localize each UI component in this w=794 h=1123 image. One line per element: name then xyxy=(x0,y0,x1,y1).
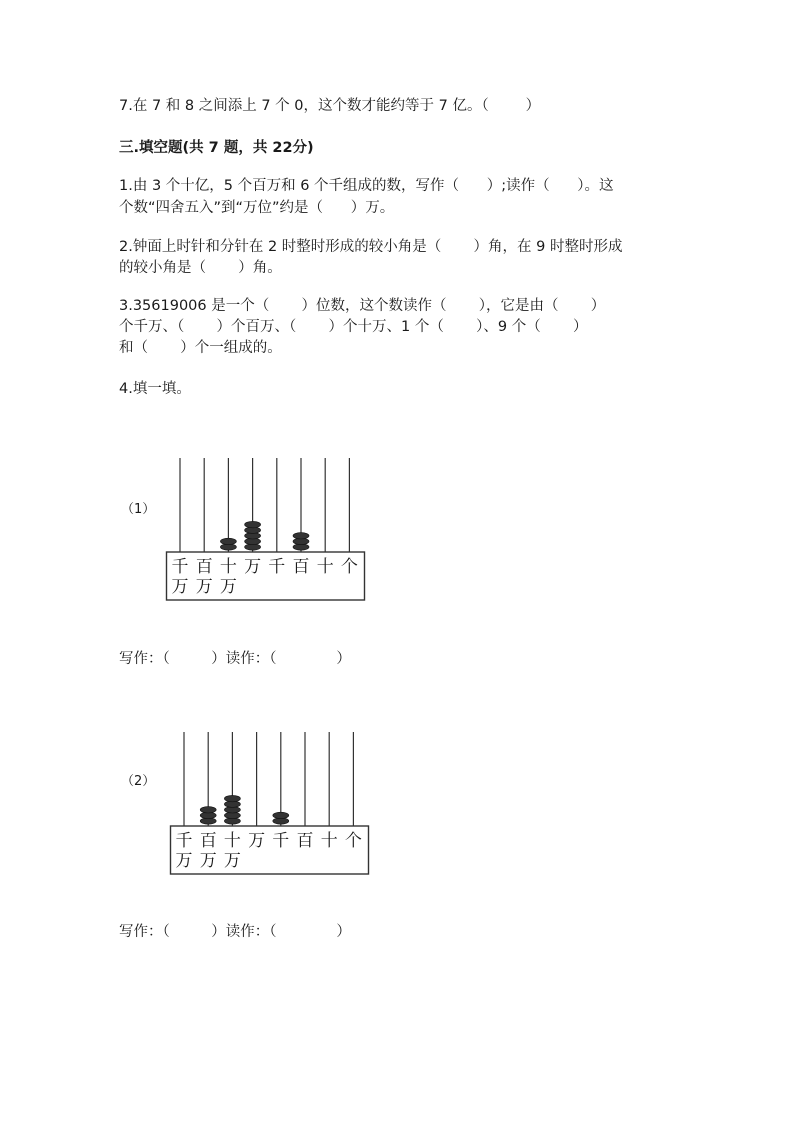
abacus-1-unit-label: 万 xyxy=(195,577,213,597)
abacus-2-drawing xyxy=(170,730,370,876)
abacus-2-unit-label: 万 xyxy=(223,851,241,871)
abacus-1-bead xyxy=(220,538,236,544)
question-3-line-3: 和（ ）个一组成的。 xyxy=(119,340,282,356)
question-2-line-2: 的较小角是（ ）角。 xyxy=(119,260,282,276)
question-3-line-1: 3.35619006 是一个（ ）位数，这个数读作（ ），它是由（ ） xyxy=(119,298,606,314)
question-2-line-1: 2.钟面上时针和分针在 2 时整时形成的较小角是（ ）角，在 9 时整时形成 xyxy=(119,239,623,255)
abacus-2-bead xyxy=(200,807,216,813)
abacus-1-bead xyxy=(245,521,261,527)
abacus-1-unit-label: 万 xyxy=(219,577,237,597)
abacus-2-bead xyxy=(273,812,289,818)
question-3-line-2: 个千万、（ ）个百万、（ ）个十万、1 个（ ）、9 个（ ） xyxy=(119,319,588,335)
abacus-2-column-label: 万 xyxy=(248,831,266,851)
abacus-1 xyxy=(166,456,366,602)
abacus-1-column-label: 百 xyxy=(195,557,213,577)
abacus-1-column-label: 十 xyxy=(219,557,237,577)
abacus-1-answer: 写作：（ ）读作：（ ） xyxy=(119,651,351,667)
abacus-2-answer: 写作：（ ）读作：（ ） xyxy=(119,924,351,940)
abacus-2-column-label: 十 xyxy=(223,831,241,851)
abacus-1-unit-label: 万 xyxy=(171,577,189,597)
abacus-1-column-label: 万 xyxy=(244,557,262,577)
question-4: 4.填一填。 xyxy=(119,381,191,397)
question-7: 7.在 7 和 8 之间添上 7 个 0，这个数才能约等于 7 亿。（ ） xyxy=(119,98,541,114)
abacus-2-column-label: 百 xyxy=(199,831,217,851)
abacus-1-label: （1） xyxy=(121,502,156,517)
abacus-1-column-label: 千 xyxy=(171,557,189,577)
abacus-2 xyxy=(170,730,370,876)
abacus-2-bead xyxy=(224,795,240,801)
abacus-1-column-label: 个 xyxy=(340,557,358,577)
abacus-2-unit-label: 万 xyxy=(199,851,217,871)
abacus-1-column-label: 十 xyxy=(316,557,334,577)
abacus-2-column-label: 千 xyxy=(272,831,290,851)
abacus-1-column-label: 千 xyxy=(268,557,286,577)
abacus-1-column-label: 百 xyxy=(292,557,310,577)
abacus-2-column-label: 个 xyxy=(344,831,362,851)
abacus-1-drawing xyxy=(166,456,366,602)
abacus-2-column-label: 百 xyxy=(296,831,314,851)
abacus-2-label: （2） xyxy=(121,774,156,789)
abacus-1-bead xyxy=(293,533,309,539)
question-1-line-1: 1.由 3 个十亿，5 个百万和 6 个千组成的数，写作（ ）;读作（ ）。这 xyxy=(119,178,614,194)
abacus-2-column-label: 十 xyxy=(320,831,338,851)
abacus-2-column-label: 千 xyxy=(175,831,193,851)
abacus-2-unit-label: 万 xyxy=(175,851,193,871)
question-1-line-2: 个数“四舍五入”到“万位”约是（ ）万。 xyxy=(119,200,395,216)
section-title: 三.填空题(共 7 题，共 22分) xyxy=(119,140,314,156)
